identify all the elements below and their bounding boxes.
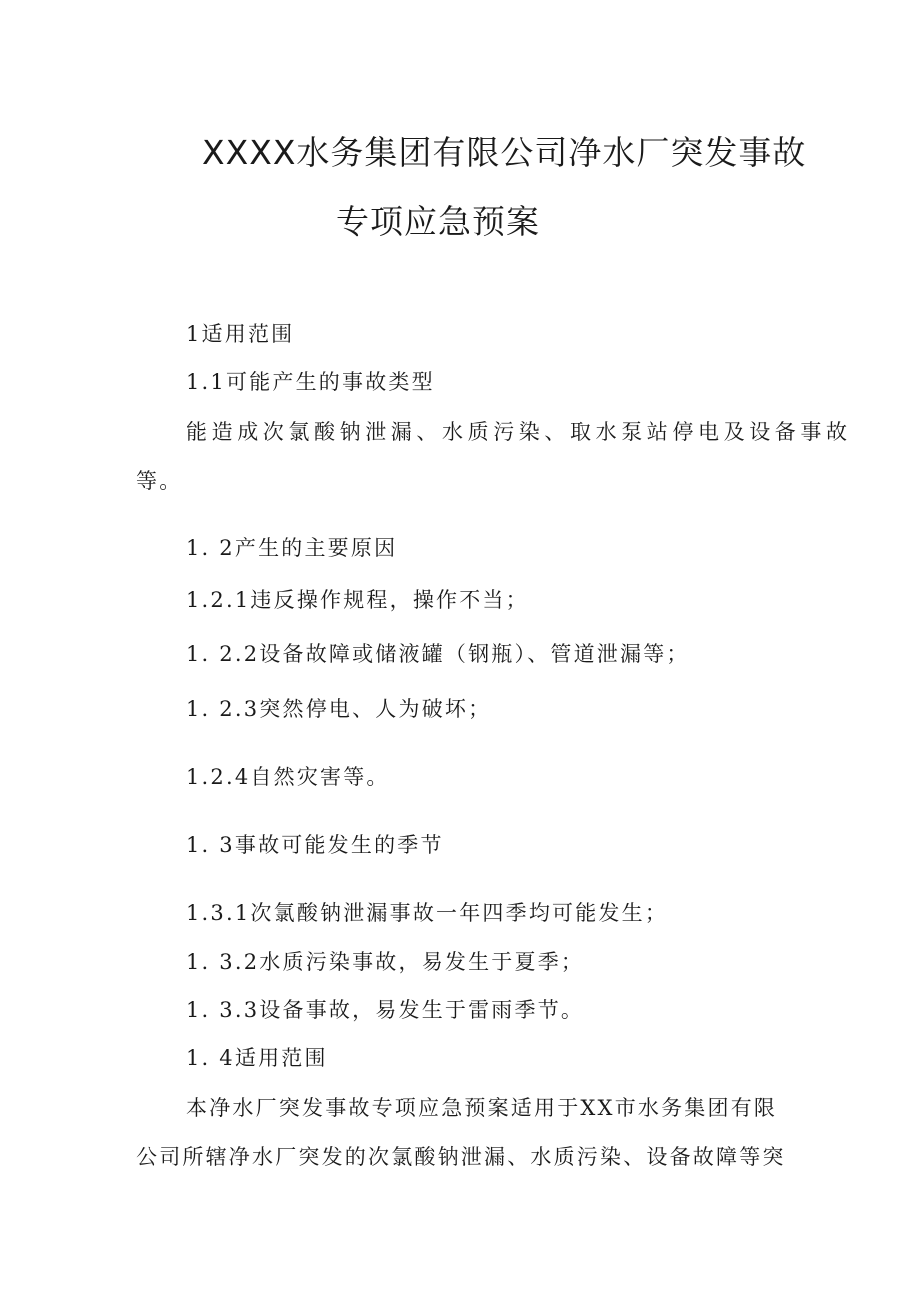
list-item-1-3-1: 1.3.1次氯酸钠泄漏事故一年四季均可能发生； [186, 901, 669, 925]
list-item-1-2-3: 1. 2.3突然停电、人为破坏； [186, 697, 492, 721]
subsection-heading-1-3: 1. 3事故可能发生的季节 [186, 833, 444, 857]
paragraph-line: 能造成次氯酸钠泄漏、水质污染、取水泵站停电及设备事故 [186, 420, 852, 444]
document-title-line-2: 专项应急预案 [336, 202, 540, 241]
document-title-line-1: XXXX水务集团有限公司净水厂突发事故 [202, 133, 807, 172]
paragraph-line: 等。 [136, 469, 183, 493]
list-item-1-3-3: 1. 3.3设备事故，易发生于雷雨季节。 [186, 998, 585, 1022]
paragraph-line: 本净水厂突发事故专项应急预案适用于XX市水务集团有限 [186, 1096, 778, 1120]
subsection-heading-1-4: 1. 4适用范围 [186, 1046, 328, 1070]
list-item-1-2-4: 1.2.4自然灾害等。 [186, 765, 390, 789]
subsection-heading-1-2: 1. 2产生的主要原因 [186, 536, 398, 560]
section-heading-1: 1适用范围 [186, 322, 295, 346]
list-item-1-2-1: 1.2.1违反操作规程，操作不当； [186, 588, 529, 612]
list-item-1-2-2: 1. 2.2设备故障或储液罐（钢瓶）、管道泄漏等； [186, 642, 690, 666]
list-item-1-3-2: 1. 3.2水质污染事故，易发生于夏季； [186, 950, 585, 974]
subsection-heading-1-1: 1.1可能产生的事故类型 [186, 370, 435, 394]
paragraph-line: 公司所辖净水厂突发的次氯酸钠泄漏、水质污染、设备故障等突 [136, 1145, 786, 1169]
